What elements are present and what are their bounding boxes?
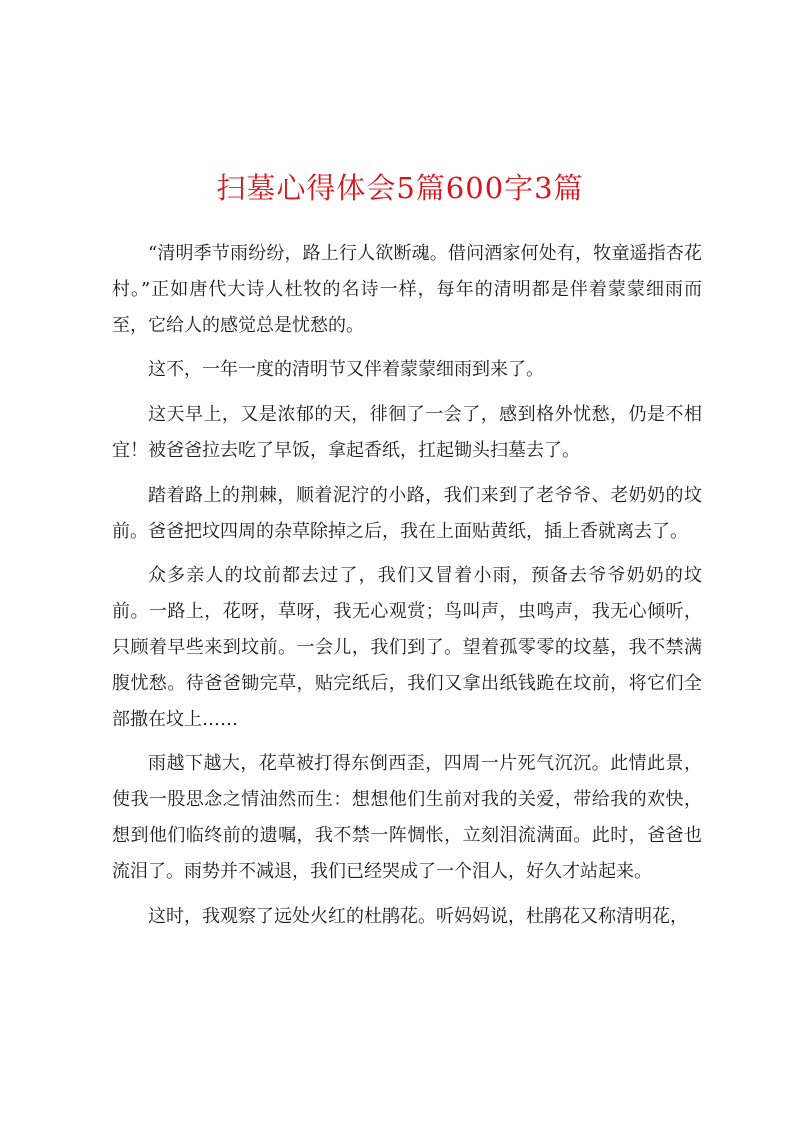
paragraph: 这天早上，又是浓郁的天，徘徊了一会了，感到格外忧愁，仍是不相宜！被爸爸拉去吃了早饭，拿起香纸，扛起锄头扫墓去了。 bbox=[112, 404, 702, 461]
document-title: 扫墓心得体会5篇600字3篇 bbox=[216, 171, 584, 205]
paragraph: 这不，一年一度的清明节又伴着蒙蒙细雨到来了。 bbox=[148, 359, 544, 381]
document-body bbox=[112, 236, 702, 943]
paragraph: 众多亲人的坟前都去过了，我们又冒着小雨，预备去爷爷奶奶的坟前。一路上，花呀，草呀，我无心观赏；鸟叫声，虫鸣声，我无心倾听，只顾着早些来到坟前。一会儿，我们到了。望着孤零零的坟墓，我不禁满腹忧愁。待爸爸锄完草，贴完纸后，我们又拿出纸钱跪在坟前，将它们全部撒在坟上…… bbox=[112, 565, 702, 730]
paragraph: “清明季节雨纷纷，路上行人欲断魂。借问酒家何处有，牧童遥指杏花村。”正如唐代大诗人杜牧的名诗一样，每年的清明都是伴着蒙蒙细雨而至，它给人的感觉总是忧愁的。 bbox=[112, 243, 702, 336]
paragraph: 踏着路上的荆棘，顺着泥泞的小路，我们来到了老爷爷、老奶奶的坟前。爸爸把坟四周的杂草除掉之后，我在上面贴黄纸，插上香就离去了。 bbox=[112, 484, 702, 542]
paragraph: 雨越下越大，花草被打得东倒西歪，四周一片死气沉沉。此情此景，使我一股思念之情油然而生：想想他们生前对我的关爱，带给我的欢快，想到他们临终前的遗嘱，我不禁一阵惆怅，立刻泪流满面。此时，爸爸也流泪了。雨势并不减退，我们已经哭成了一个泪人，好久才站起来。 bbox=[112, 753, 702, 882]
paragraph: 这时，我观察了远处火红的杜鹃花。听妈妈说，杜鹃花又称清明花， bbox=[148, 905, 688, 927]
